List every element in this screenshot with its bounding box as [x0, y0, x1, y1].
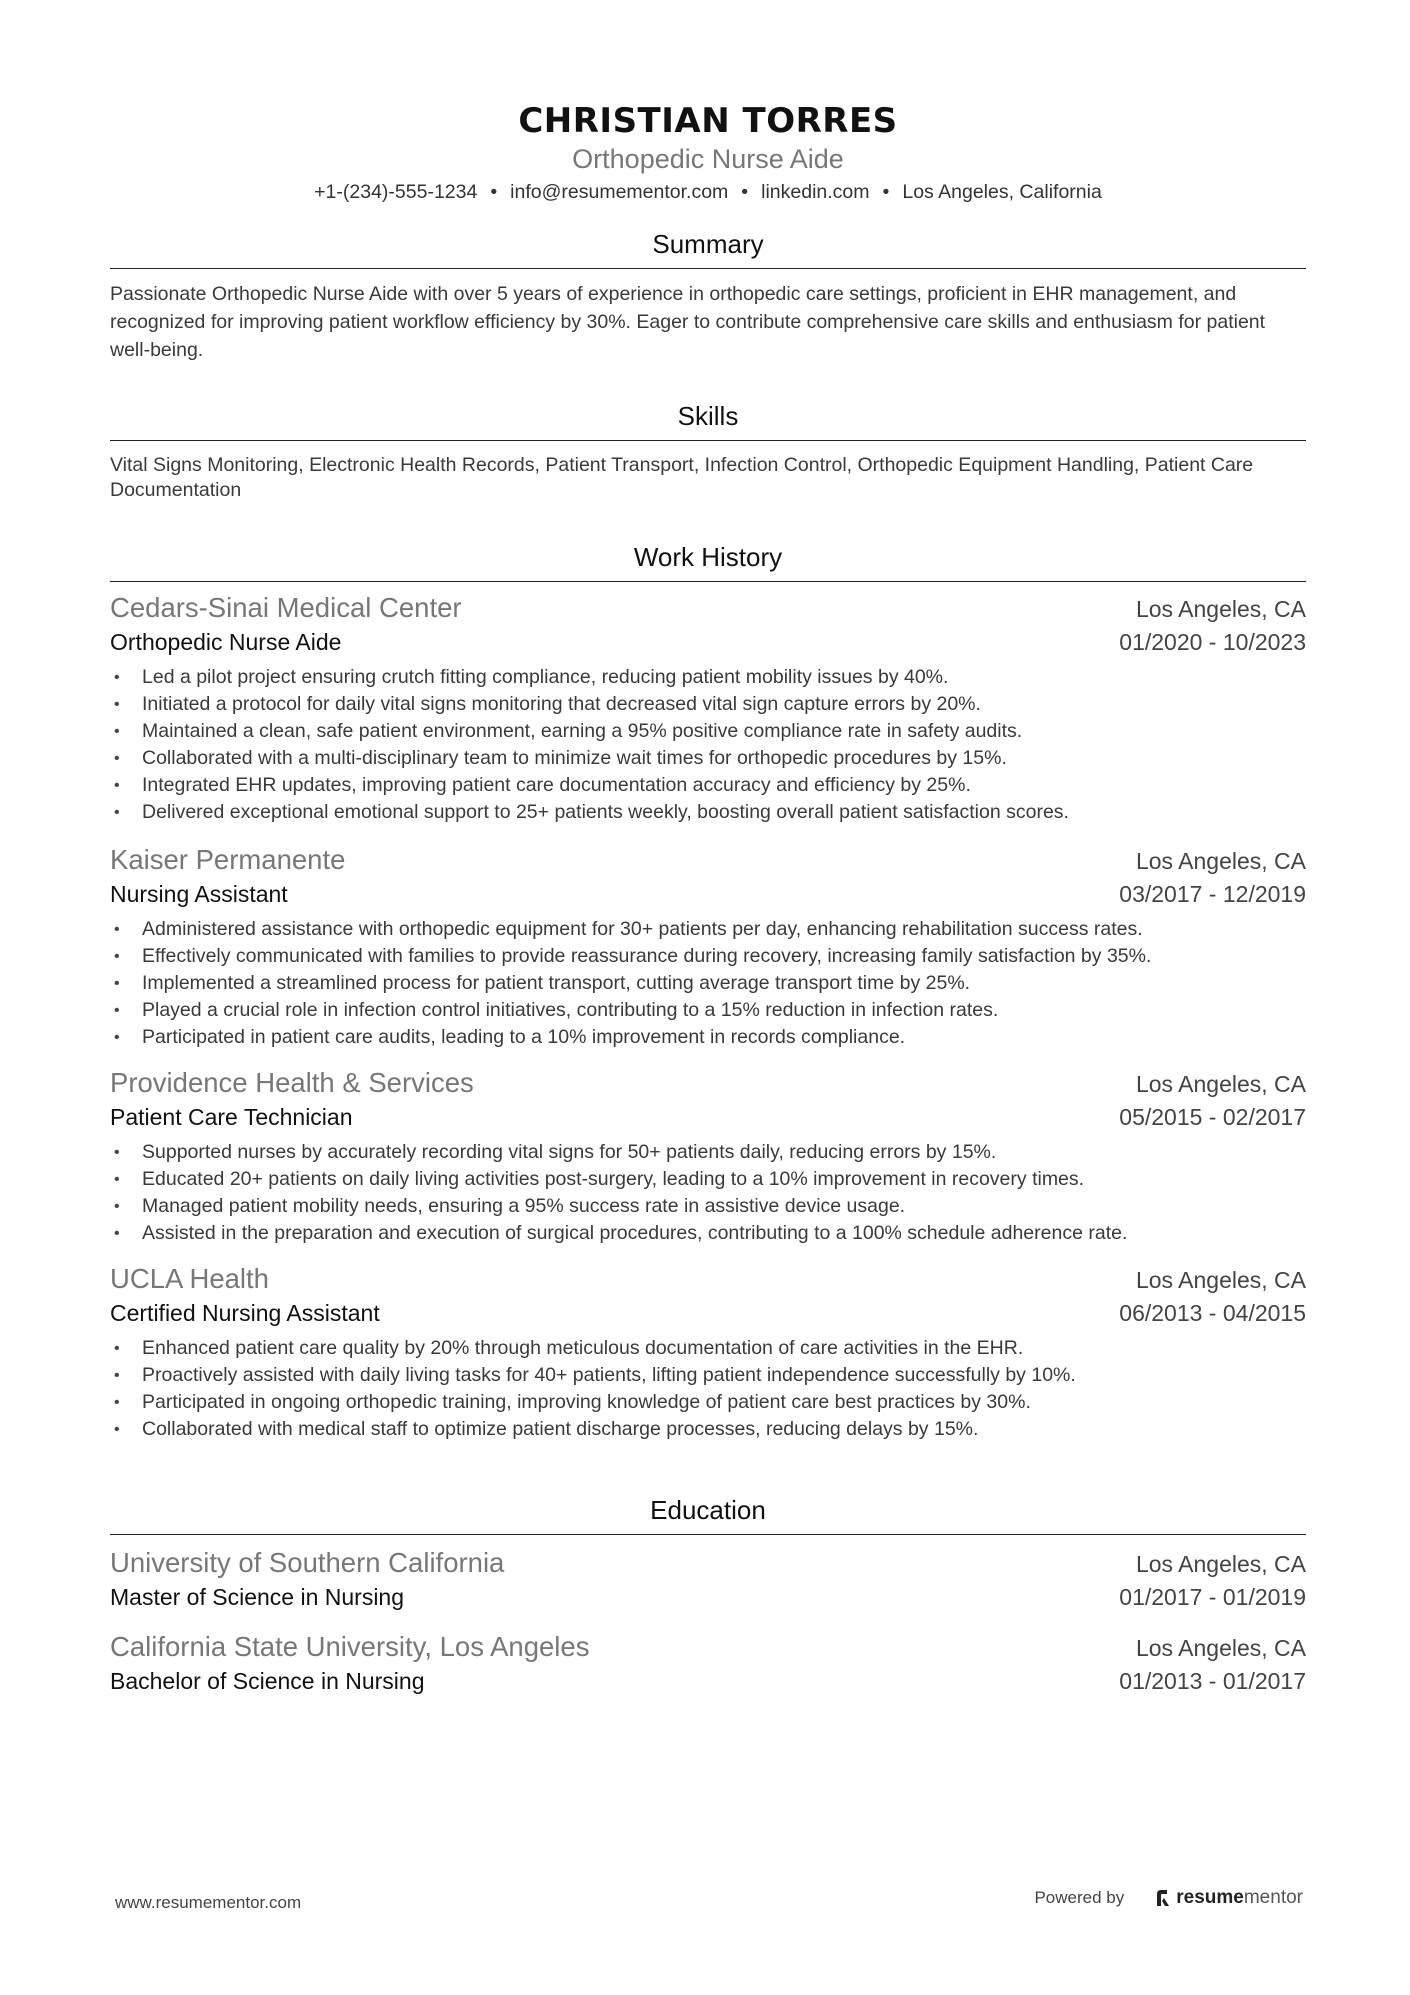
contact-email: info@resumementor.com — [510, 181, 729, 203]
bullet-separator: • — [490, 181, 498, 203]
summary-section — [110, 228, 1306, 364]
section-divider — [110, 581, 1306, 582]
list-item: • Proactively assisted with daily living tasks for 40+ patients, lifting patient independence successfully by 10%. — [110, 1362, 1306, 1389]
skills-text: Vital Signs Monitoring, Electronic Health Records, Patient Transport, Infection Control, Orthopedic Equipment Handling, Patient Care Documentation — [110, 454, 1254, 501]
job-role: Patient Care Technician — [110, 1104, 353, 1130]
job-entry — [110, 590, 1306, 826]
list-item: • Collaborated with medical staff to optimize patient discharge processes, reducing delays by 15%. — [110, 1416, 1306, 1443]
summary-text: Passionate Orthopedic Nurse Aide with over 5 years of experience in orthopedic care settings, proficient in EHR management, and recognized for improving patient workflow efficiency by 30%. Eager to contribute comprehensive care skills and enthusiasm for patient well-being. — [110, 283, 1266, 361]
list-item: • Maintained a clean, safe patient environment, earning a 95% positive compliance rate in safety audits. — [110, 718, 1306, 745]
footer-website-link[interactable]: www.resumementor.com — [115, 1893, 302, 1912]
job-location: Los Angeles, CA — [1135, 1267, 1306, 1293]
bullet-separator: • — [882, 181, 890, 203]
degree: Bachelor of Science in Nursing — [110, 1668, 425, 1694]
section-heading: Skills — [677, 401, 739, 431]
job-company: Cedars-Sinai Medical Center — [110, 592, 462, 623]
job-entry — [110, 1065, 1306, 1247]
job-location: Los Angeles, CA — [1135, 1071, 1306, 1097]
job-bullets — [110, 1139, 1306, 1247]
list-item: • Administered assistance with orthopedic equipment for 30+ patients per day, enhancing rehabilitation success rates. — [110, 916, 1306, 943]
section-divider — [110, 440, 1306, 441]
education-dates: 01/2017 - 01/2019 — [1119, 1584, 1306, 1610]
list-item: • Supported nurses by accurately recording vital signs for 50+ patients daily, reducing errors by 15%. — [110, 1139, 1306, 1166]
list-item: • Led a pilot project ensuring crutch fitting compliance, reducing patient mobility issues by 40%. — [110, 664, 1306, 691]
list-item: • Integrated EHR updates, improving patient care documentation accuracy and efficiency by 25%. — [110, 772, 1306, 799]
job-company: Kaiser Permanente — [110, 844, 346, 875]
section-heading: Summary — [652, 229, 764, 259]
brand-name-light: mentor — [1243, 1887, 1303, 1908]
bullet-separator: • — [741, 181, 749, 203]
contact-phone: +1-(234)-555-1234 — [314, 181, 478, 203]
list-item: • Collaborated with a multi-disciplinary team to minimize wait times for orthopedic procedures by 15%. — [110, 745, 1306, 772]
resumementor-logo[interactable] — [1154, 1887, 1303, 1909]
list-item: • Participated in patient care audits, leading to a 10% improvement in records compliance. — [110, 1024, 1306, 1051]
skills-section — [110, 400, 1306, 502]
section-divider — [110, 1534, 1306, 1535]
contact-location: Los Angeles, California — [902, 181, 1102, 203]
resumementor-logo-icon — [1154, 1888, 1172, 1908]
work-history-section — [110, 541, 1306, 1443]
section-heading: Work History — [633, 542, 783, 572]
school-name: California State University, Los Angeles — [110, 1631, 590, 1662]
job-entry — [110, 842, 1306, 1051]
powered-by-label: Powered by — [1034, 1888, 1125, 1907]
school-location: Los Angeles, CA — [1135, 1551, 1306, 1577]
list-item: • Participated in ongoing orthopedic training, improving knowledge of patient care best practices by 30%. — [110, 1389, 1306, 1416]
school-name: University of Southern California — [110, 1547, 505, 1578]
list-item: • Initiated a protocol for daily vital signs monitoring that decreased vital sign capture errors by 20%. — [110, 691, 1306, 718]
list-item: • Implemented a streamlined process for patient transport, cutting average transport time by 25%. — [110, 970, 1306, 997]
resume-header — [110, 0, 1306, 206]
section-divider — [110, 268, 1306, 269]
job-bullets — [110, 664, 1306, 826]
section-heading: Education — [650, 1495, 766, 1525]
job-location: Los Angeles, CA — [1135, 848, 1306, 874]
list-item: • Delivered exceptional emotional support to 25+ patients weekly, boosting overall patient satisfaction scores. — [110, 799, 1306, 826]
list-item: • Educated 20+ patients on daily living activities post-surgery, leading to a 10% improvement in recovery times. — [110, 1166, 1306, 1193]
list-item: • Effectively communicated with families to provide reassurance during recovery, increasing family satisfaction by 35%. — [110, 943, 1306, 970]
contact-linkedin: linkedin.com — [761, 181, 870, 203]
resume-page — [110, 0, 1306, 1694]
candidate-title: Orthopedic Nurse Aide — [572, 144, 844, 174]
job-role: Orthopedic Nurse Aide — [110, 629, 342, 655]
job-company: Providence Health & Services — [110, 1067, 474, 1098]
job-role: Certified Nursing Assistant — [110, 1300, 380, 1326]
job-dates: 01/2020 - 10/2023 — [1119, 629, 1306, 655]
job-company: UCLA Health — [110, 1263, 269, 1294]
job-dates: 06/2013 - 04/2015 — [1119, 1300, 1306, 1326]
school-location: Los Angeles, CA — [1135, 1635, 1306, 1661]
education-section — [110, 1494, 1306, 1697]
job-role: Nursing Assistant — [110, 881, 288, 907]
footer-branding — [1034, 1887, 1303, 1909]
job-bullets — [110, 1335, 1306, 1443]
list-item: • Assisted in the preparation and execution of surgical procedures, contributing to a 100% schedule adherence rate. — [110, 1220, 1306, 1247]
contact-line — [110, 178, 1306, 206]
job-dates: 05/2015 - 02/2017 — [1119, 1104, 1306, 1130]
education-entry — [110, 1545, 1306, 1613]
list-item: • Enhanced patient care quality by 20% through meticulous documentation of care activities in the EHR. — [110, 1335, 1306, 1362]
education-dates: 01/2013 - 01/2017 — [1119, 1668, 1306, 1694]
brand-name-bold: resume — [1176, 1887, 1244, 1908]
job-bullets — [110, 916, 1306, 1051]
list-item: • Managed patient mobility needs, ensuring a 95% success rate in assistive device usage. — [110, 1193, 1306, 1220]
candidate-name: CHRISTIAN TORRES — [518, 101, 898, 141]
job-dates: 03/2017 - 12/2019 — [1119, 881, 1306, 907]
degree: Master of Science in Nursing — [110, 1584, 405, 1610]
education-entry — [110, 1629, 1306, 1697]
job-entry — [110, 1261, 1306, 1443]
list-item: • Played a crucial role in infection control initiatives, contributing to a 15% reduction in infection rates. — [110, 997, 1306, 1024]
job-location: Los Angeles, CA — [1135, 596, 1306, 622]
